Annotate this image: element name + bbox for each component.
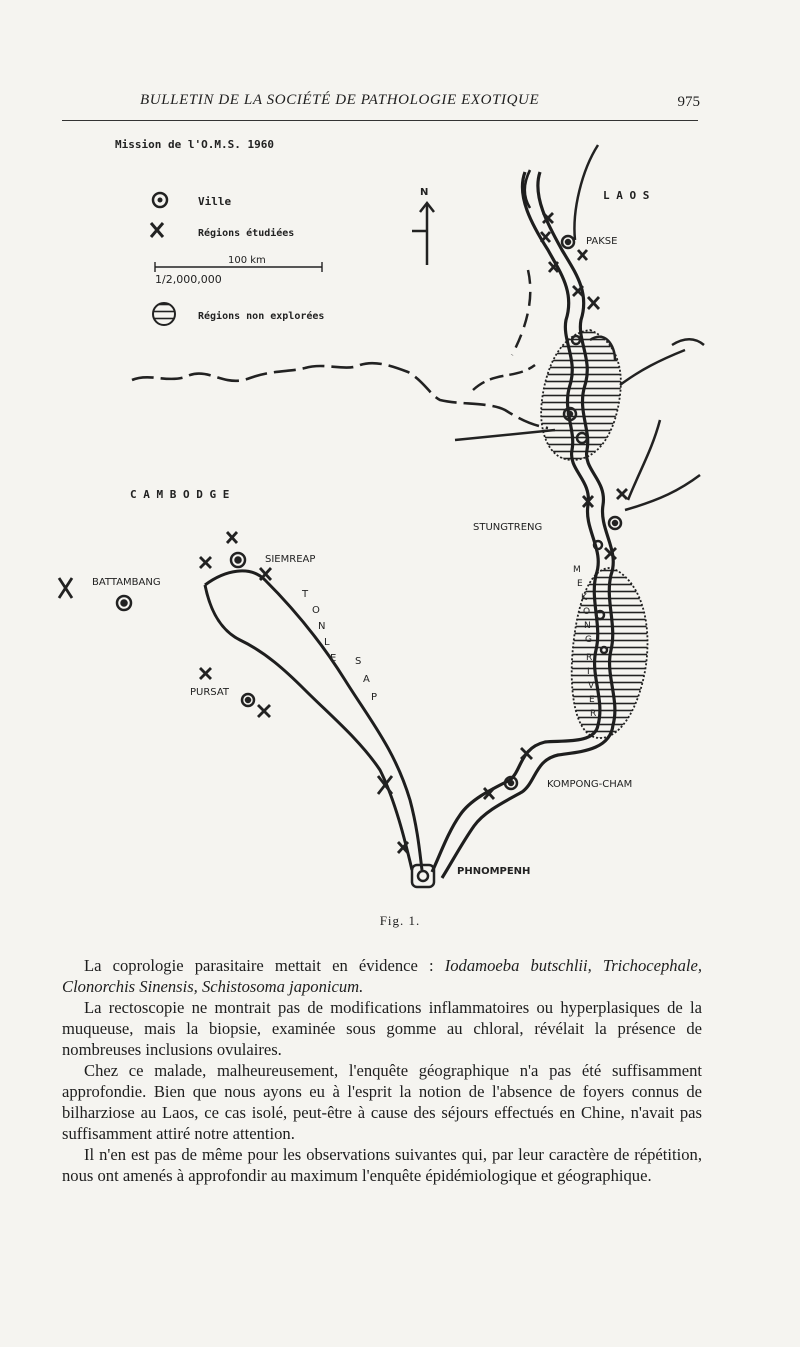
cross-icon (541, 232, 550, 242)
cross-icon (260, 568, 271, 580)
label-pakse: PAKSE (586, 236, 618, 247)
city-siemreap-marker (231, 553, 245, 567)
mekong-letter: I (587, 667, 590, 677)
tonle-sap-letter: T (302, 589, 309, 600)
label-phnompenh: PHNOMPENH (457, 866, 531, 877)
mekong-letter: R (590, 709, 597, 719)
tonle-sap-letter: S (355, 656, 362, 667)
mekong-letter: R (586, 653, 593, 663)
city-markers (117, 236, 621, 887)
legend-studied-label: Régions étudiées (198, 228, 295, 239)
header-rule (62, 120, 698, 121)
cross-icon (588, 297, 599, 309)
country-laos-label: L A O S (603, 189, 650, 202)
cross-icon (227, 532, 237, 543)
running-header (120, 90, 700, 114)
paragraph: Il n'en est pas de même pour les observations suivantes qui, par leur caractère de répétition, nous ont amenés à approfondir au maximum l'enquête épidémiologique et géographique. (62, 1145, 702, 1185)
paragraph: Chez ce malade, malheureusement, l'enquête géographique n'a pas été suffisamment approfondie. Bien que nous ayons eu à l'esprit la notion de l'absence de foyers connus de bilharziose au Laos, ce cas isolé, peut-être à cause des séjours effectués en Chine, n'avait pas suffisamment attiré notre attention. (62, 1061, 702, 1143)
cross-icon (200, 668, 211, 679)
map-figure (50, 128, 730, 918)
mekong-letter: V (588, 681, 595, 691)
legend-unexplored-label: Régions non explorées (198, 311, 325, 322)
journal-title: BULLETIN DE LA SOCIÉTÉ DE PATHOLOGIE EXOTIQUE (140, 92, 540, 108)
cross-icon (617, 489, 627, 499)
legend (151, 193, 324, 325)
legend-city-label: Ville (198, 195, 232, 208)
mekong-letter: N (584, 621, 591, 631)
city-symbol-icon (153, 193, 167, 207)
north-label: N (420, 187, 429, 198)
tonle-sap-letter: L (324, 637, 330, 648)
tonle-sap-letter: N (318, 621, 326, 632)
label-stungtreng: STUNGTRENG (473, 522, 543, 533)
mekong-letter: O (583, 607, 591, 617)
body-text (62, 955, 702, 1186)
country-border (132, 363, 548, 428)
tonle-sap-letter: E (330, 653, 337, 664)
cross-icon (59, 578, 72, 598)
tonle-sap-letter: A (363, 674, 370, 685)
cross-icon (521, 748, 532, 759)
city-stungtreng-marker (609, 517, 621, 529)
mekong-letter: E (577, 579, 583, 589)
tonle-sap-label (301, 589, 377, 703)
paragraph (62, 955, 702, 997)
label-kompong-cham: KOMPONG-CHAM (547, 779, 633, 790)
studied-crosses (59, 213, 627, 853)
label-siemreap: SIEMREAP (265, 554, 316, 565)
cross-icon (258, 705, 270, 717)
north-arrow-icon (412, 203, 434, 265)
label-battambang: BATTAMBANG (92, 577, 161, 588)
paragraph: La rectoscopie ne montrait pas de modifications inflammatoires ou hyperplasiques de la muqueuse, mais la biopsie, examinée sous gomme au chloral, révélait la présence de nombreuses inclusions ovulaires. (62, 998, 702, 1059)
label-pursat: PURSAT (190, 687, 230, 698)
tonle-sap-letter: P (371, 692, 378, 703)
city-pursat-marker (242, 694, 254, 706)
paragraph-text: La coprologie parasitaire mettait en évidence : (84, 956, 445, 975)
mekong-letter: E (589, 695, 595, 705)
unexplored-region-north (541, 330, 621, 460)
place-labels (92, 236, 632, 877)
mekong-letter: M (573, 565, 581, 575)
mekong-letter: K (581, 593, 587, 603)
mission-label: Mission de l'O.M.S. 1960 (115, 138, 274, 151)
mekong-letter: G (585, 635, 592, 645)
map-svg (50, 128, 730, 918)
species-list: Iodamoeba butschlii, Trichocephale, Clonorchis Sinensis, Schistosoma japonicum. (62, 956, 702, 996)
city-battambang-marker (117, 596, 131, 610)
page-number: 975 (677, 94, 700, 110)
tonle-sap-letter: O (312, 605, 320, 616)
cross-icon (578, 250, 587, 260)
scale-km-label: 100 km (228, 255, 266, 266)
cross-symbol-icon (151, 223, 163, 237)
city-pakse-marker (562, 236, 574, 248)
scale-ratio-label: 1/2,000,000 (155, 273, 222, 286)
hatched-area-symbol-icon (153, 303, 175, 325)
country-cambodia-label: C A M B O D G E (130, 488, 230, 501)
figure-caption: Fig. 1. (379, 913, 421, 928)
cross-icon (200, 557, 211, 568)
